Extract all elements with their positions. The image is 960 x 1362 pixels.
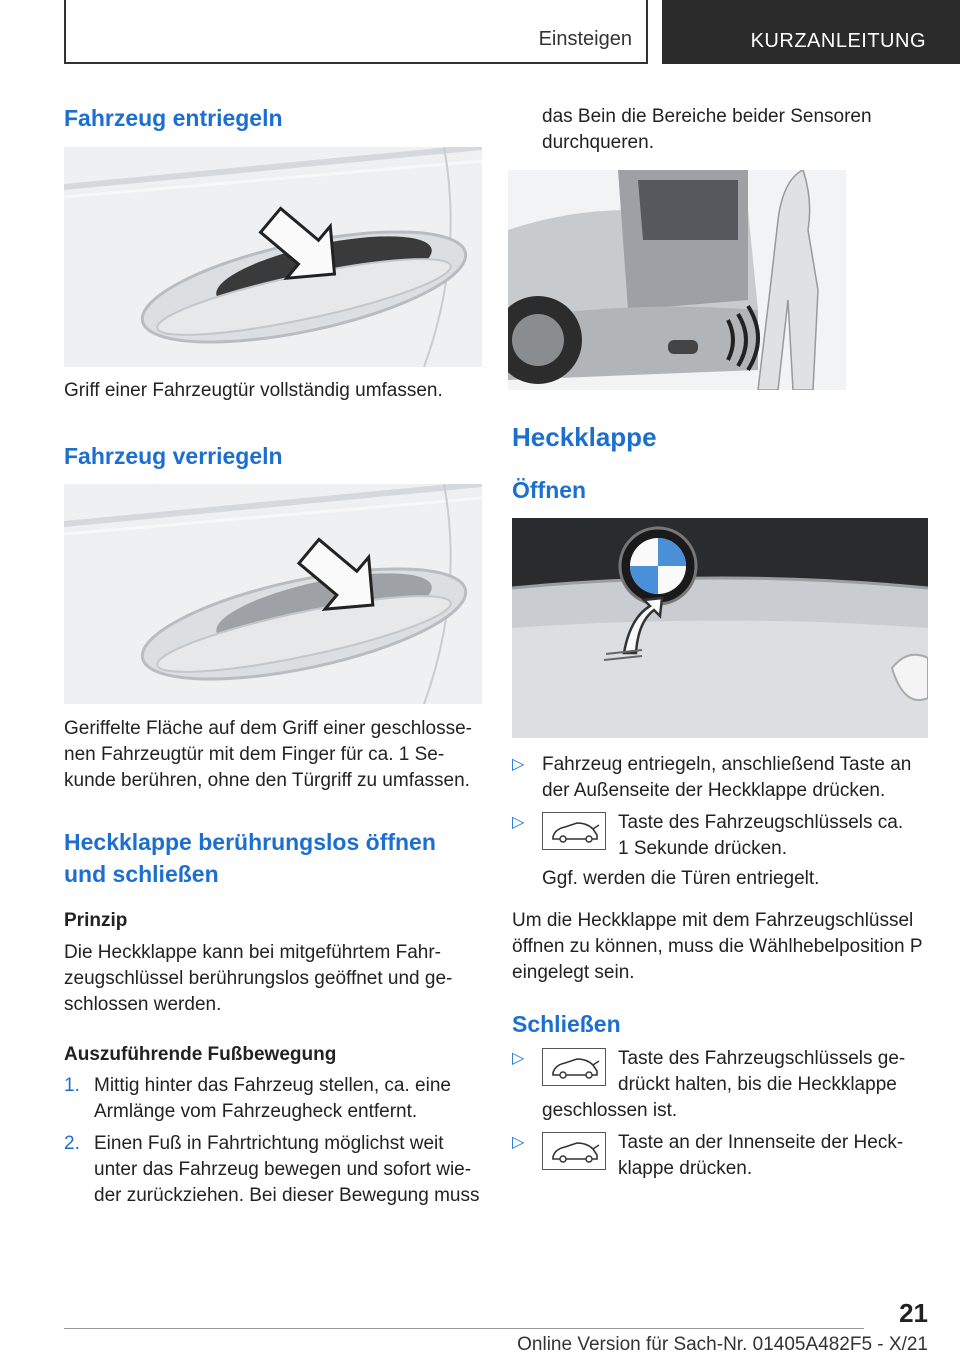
list-item: ▷ Taste an der Innenseite der Heck- klappe drücken.	[512, 1132, 904, 1179]
principle-title: Prinzip	[64, 910, 128, 931]
car-tailgate-key-icon	[542, 1048, 606, 1086]
open-note: Ggf. werden die Türen entriegelt.	[542, 868, 820, 889]
triangle-bullet-icon: ▷	[512, 1050, 525, 1067]
triangle-bullet-icon: ▷	[512, 814, 525, 831]
header-section-title: Einsteigen	[538, 28, 632, 50]
caption-unlock: Griff einer Fahrzeugtür vollständig umfassen.	[64, 380, 443, 401]
list-item: ▷ Taste des Fahrzeugschlüssels ge- drückt halten, bis die Heckklappe geschlossen ist.	[512, 1048, 906, 1121]
page-number: 21	[899, 1298, 928, 1328]
door-handle-lock-image	[64, 484, 482, 704]
heading-lock: Fahrzeug verriegeln	[64, 443, 283, 469]
car-tailgate-key-icon	[542, 812, 606, 850]
header-section-tab	[64, 0, 648, 64]
foot-movement-title: Auszuführende Fußbewegung	[64, 1044, 337, 1065]
heading-open: Öffnen	[512, 477, 587, 503]
header-chapter-title: KURZANLEITUNG	[750, 30, 926, 52]
heading-close: Schließen	[512, 1011, 621, 1037]
list-item: ▷ Taste des Fahrzeugschlüssels ca. 1 Sekunde drücken. Ggf. werden die Türen entriegelt.	[512, 810, 930, 896]
step-item: 1. Mittig hinter das Fahrzeug stellen, ca. eine Armlänge vom Fahrzeugheck entfernt.	[64, 1075, 451, 1122]
heading-touchless: Heckklappe berührungslos öffnen und schließen	[64, 829, 436, 887]
door-handle-unlock-image	[64, 147, 482, 367]
caption-lock: Geriffelte Fläche auf dem Griff einer geschlosse- nen Fahrzeugtür mit dem Finger für ca. 1 Se- kunde berühren, ohne den Türgriff zu umfassen.	[64, 718, 472, 791]
footer-version-text: Online Version für Sach-Nr. 01405A482F5 - X/21	[517, 1334, 928, 1355]
continuation-text: das Bein die Bereiche beider Sensoren durchqueren.	[542, 106, 872, 153]
step-item: 2. Einen Fuß in Fahrtrichtung möglichst weit unter das Fahrzeug bewegen und sofort wie- der zurückziehen. Bei dieser Bewegung muss	[64, 1133, 480, 1206]
list-item: ▷ Fahrzeug entriegeln, anschließend Taste an der Außenseite der Heckklappe drücken.	[512, 754, 912, 801]
key-requirement-text: Um die Heckklappe mit dem Fahrzeugschlüssel öffnen zu können, muss die Wählhebelposition P eingelegt sein.	[512, 910, 923, 983]
car-tailgate-key-icon	[542, 1132, 606, 1170]
header-chapter-tab	[662, 0, 960, 64]
triangle-bullet-icon: ▷	[512, 1134, 525, 1151]
footer-divider	[64, 1328, 864, 1329]
heading-tailgate: Heckklappe	[512, 422, 657, 452]
principle-text: Die Heckklappe kann bei mitgeführtem Fahr- zeugschlüssel berührungslos geöffnet und ge- schlossen werden.	[64, 942, 453, 1015]
tailgate-button-image	[512, 518, 928, 738]
tailgate-sensor-image	[508, 170, 846, 390]
heading-unlock: Fahrzeug entriegeln	[64, 105, 283, 131]
triangle-bullet-icon: ▷	[512, 756, 525, 773]
